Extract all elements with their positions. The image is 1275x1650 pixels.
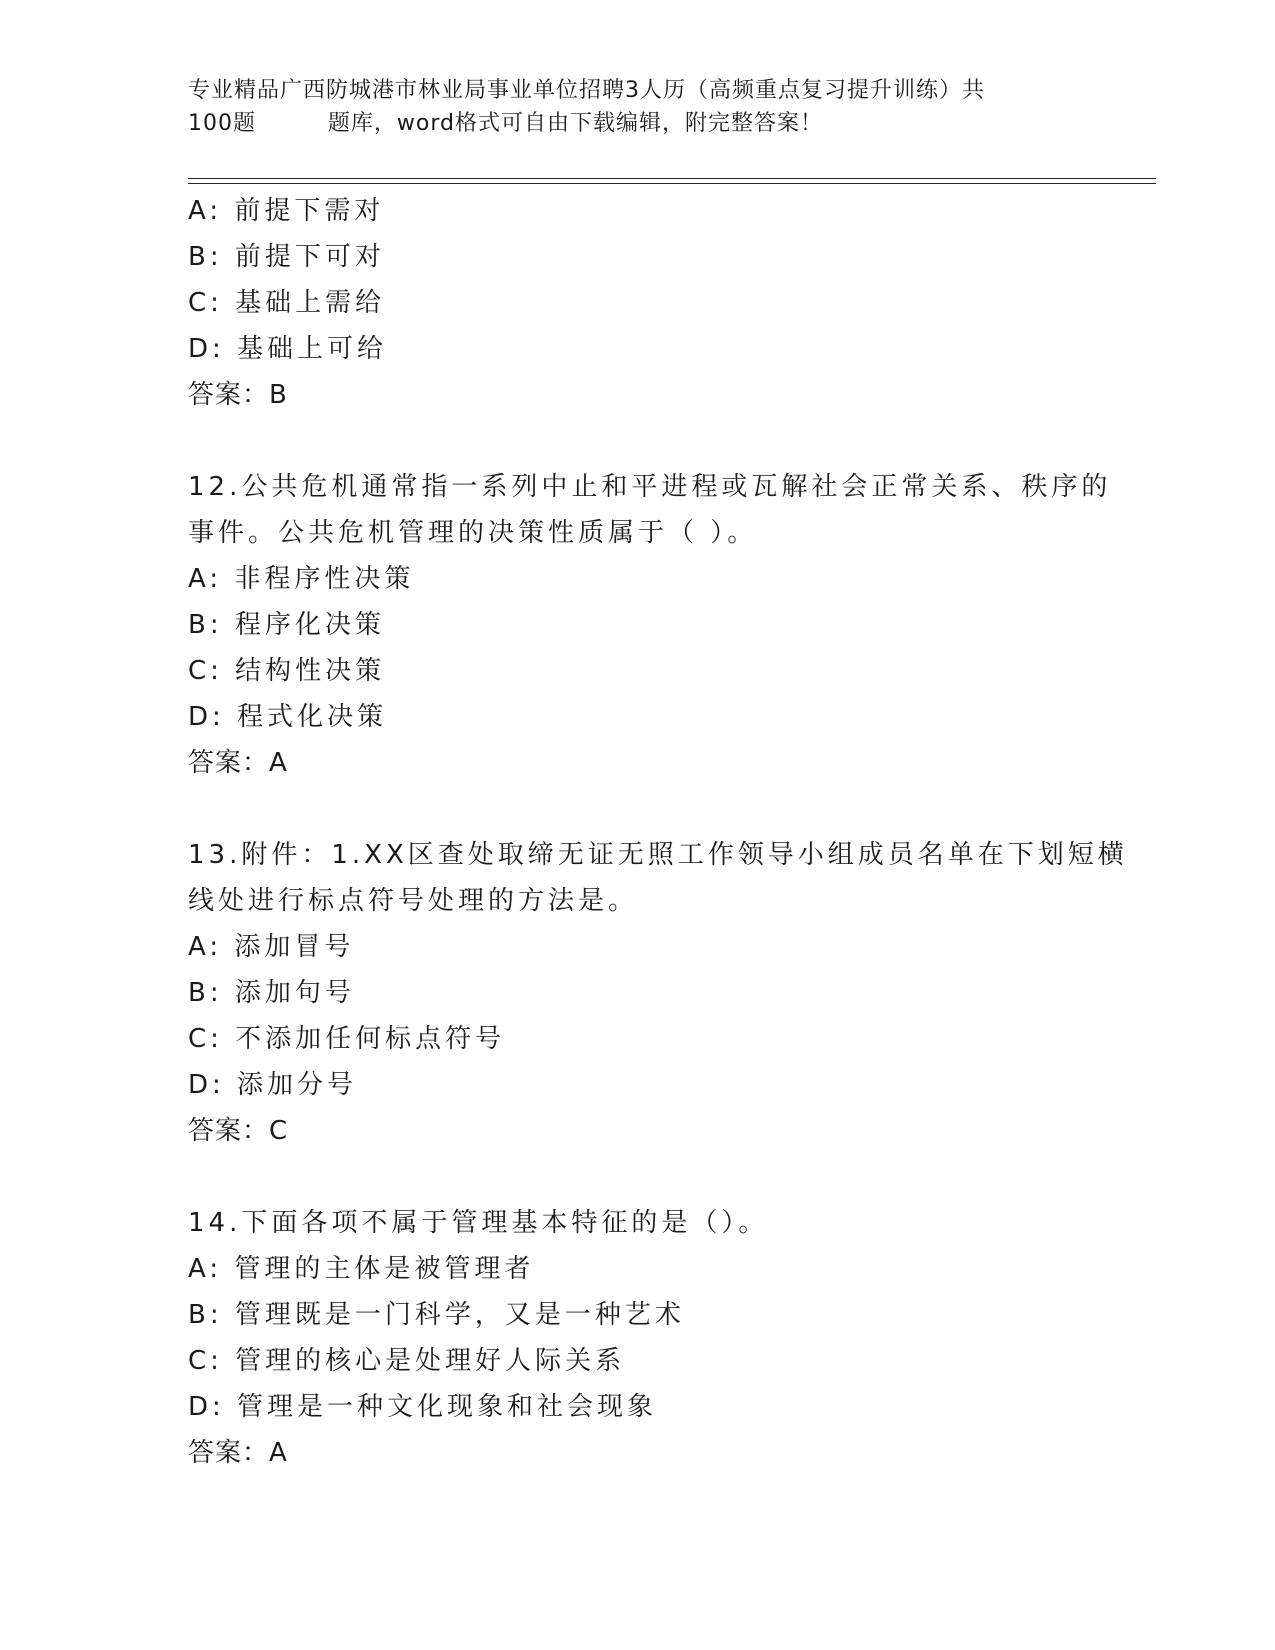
option-d: D: 基础上可给: [188, 334, 388, 364]
answer: 答案：A: [188, 1438, 288, 1468]
option-a: A: 管理的主体是被管理者: [188, 1254, 535, 1284]
option-d: D: 程式化决策: [188, 702, 388, 732]
header-title-line1: 专业精品广西防城港市林业局事业单位招聘3人历（高频重点复习提升训练）共: [188, 78, 985, 103]
question-stem: 事件。公共危机管理的决策性质属于（ ）。: [188, 518, 758, 548]
header-title-line2: 100题 题库，word格式可自由下载编辑，附完整答案！: [188, 111, 824, 136]
question-stem: 线处进行标点符号处理的方法是。: [188, 886, 639, 916]
question-content: [188, 188, 1148, 1476]
option-b: B: 前提下可对: [188, 242, 385, 272]
option-d: D: 添加分号: [188, 1070, 358, 1100]
option-d: D: 管理是一种文化现象和社会现象: [188, 1392, 658, 1422]
question-12: [188, 464, 1148, 786]
document-header: [188, 74, 1108, 140]
question-stem: 14.下面各项不属于管理基本特征的是（）。: [188, 1208, 769, 1238]
question-13: [188, 832, 1148, 1154]
header-divider-bottom: [188, 183, 1156, 184]
question-14: [188, 1200, 1148, 1476]
question-spacer: [188, 418, 1148, 464]
question-stem: 13.附件：1.XX区查处取缔无证无照工作领导小组成员名单在下划短横: [188, 840, 1128, 870]
question-spacer: [188, 1154, 1148, 1200]
option-a: A: 前提下需对: [188, 196, 385, 226]
option-b: B: 管理既是一门科学，又是一种艺术: [188, 1300, 685, 1330]
header-divider-top: [188, 178, 1156, 179]
question-11: [188, 188, 1148, 418]
option-c: C: 管理的核心是处理好人际关系: [188, 1346, 626, 1376]
option-a: A: 非程序性决策: [188, 564, 415, 594]
option-b: B: 添加句号: [188, 978, 355, 1008]
question-spacer: [188, 786, 1148, 832]
answer: 答案：C: [188, 1116, 289, 1146]
question-stem: 12.公共危机通常指一系列中止和平进程或瓦解社会正常关系、秩序的: [188, 472, 1112, 502]
answer: 答案：A: [188, 748, 288, 778]
option-c: C: 不添加任何标点符号: [188, 1024, 506, 1054]
option-a: A: 添加冒号: [188, 932, 355, 962]
option-c: C: 基础上需给: [188, 288, 386, 318]
option-b: B: 程序化决策: [188, 610, 385, 640]
option-c: C: 结构性决策: [188, 656, 386, 686]
answer: 答案：B: [188, 380, 288, 410]
